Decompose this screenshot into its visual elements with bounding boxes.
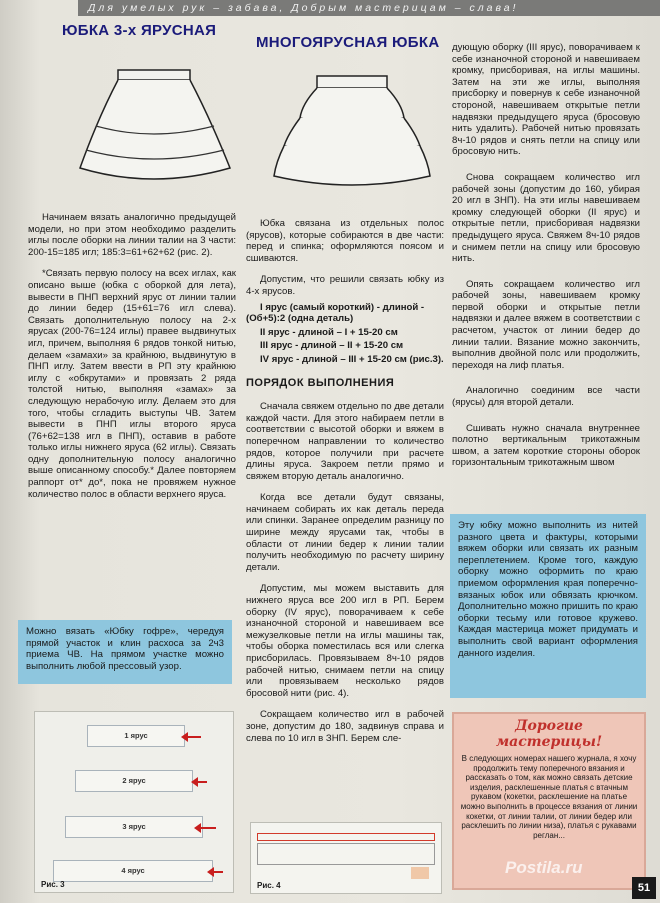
tier-1-arrow-icon [187, 736, 201, 738]
tier-2-arrow-icon [197, 781, 207, 783]
middle-column [246, 218, 444, 754]
watermark: Postila.ru [505, 858, 583, 877]
title-multi-tier-skirt: МНОГОЯРУСНАЯ ЮБКА [256, 34, 440, 51]
skirt-multi-tier-illustration [272, 70, 432, 195]
right-paragraph-4: Аналогично соединим все части (ярусы) для второй детали. [452, 385, 640, 409]
figure-4-marker [411, 867, 429, 879]
tip-box-right: Эту юбку можно выполнить из нитей разного цвета и фактуры, которыми вяжем оборки или связать их разным переплетением. Кроме того, каждую оборку можно оформить по краю приемом оформления края поперечно-вязаных юбок или обвязать крючком. Дополнительно можно пришить по краю оборки тесьму или готовое кружево. Каждая мастерица может придумать и выполнить свой вариант оформления данного изделия. [450, 514, 646, 698]
figure-3 [34, 711, 234, 893]
tier-2-length: II ярус - длиной – I + 15-20 см [260, 326, 398, 338]
announcement-text: В следующих номерах нашего журнала, я хочу продолжить тему поперечного вязания и рассказать о том, как можно связать детские изделия, расклешенные платья с втачным рукавом (кокетки, расклешение на платье можно выполнить в процессе вязания от линии кокетки, от линии талии, от линии бедер или расклешить по линии низа), платья с рукавами реглан... [460, 754, 638, 840]
tier-1-length: I ярус (самый короткий) - длиной - (Об+5):2 (одна деталь) [246, 301, 425, 325]
page-header: Для умелых рук – забава, Добрым мастерицам – слава! [78, 0, 660, 16]
middle-paragraph-6: Сокращаем количество игл в рабочей зоне, допустим до 180, задвинув справа и слева по 10 игл в ЗНП. Берем сле- [246, 709, 444, 744]
announcement-title: Дорогие мастерицы! [495, 718, 603, 750]
figure-3-tier-1: 1 ярус [87, 725, 185, 747]
left-paragraph-1: Начинаем вязать аналогично предыдущей модели, но при этом необходимо разделить иглы после оборки на линии талии на 3 части: 200-15=185 игл; 185:3=61+62+62 (рис. 2). [28, 212, 236, 258]
right-paragraph-1: дующую оборку (III ярус), поворачиваем к себе изнаночной стороной и навешиваем кромку, присборивая, на иглы машины. Затем на эти же иглы, выполняя присборку и повернув к себе изнаночной стороной, навешиваем открытые петли надвязки предыдущего яруса (бросовую нить удалить). Рабочей нитью провязать 8ч-10 рядов и снять петли на спицу или бросовую нить. [452, 42, 640, 158]
right-paragraph-3: Опять сокращаем количество игл рабочей зоны, навешиваем кромку первой оборки и открытые петли надвязки и далее вяжем в соответствии с расчетом, участок от линии бедер до линии талии. Вязание можно закончить, выполнив двойной полс или продолжить, переходя на лиф платья. [452, 278, 640, 371]
figure-4-label: Рис. 4 [257, 881, 281, 890]
left-column [28, 212, 236, 510]
middle-paragraph-3: Сначала свяжем отдельно по две детали каждой части. Для этого набираем петли в соответствии с высотой оборки и вяжем в поперечном направлении то количество рядов, которое получили при расчете длины яруса. Закроем петли прямо и свяжем вторую деталь аналогично. [246, 401, 444, 482]
middle-paragraph-5: Допустим, мы можем выставить для нижнего яруса все 200 игл в РП. Берем оборку (IV ярус), поворачиваем к себе изнаночной стороной и навешиваем все межузелковые петли на иглы машины так, чтобы оборка поместилась вся или слегка присборилась. Провязываем 8ч-10 рядов рабочей нитью, снимаем петли на спицу или провязываем несколько рядов бросовой нити (рис. 4). [246, 583, 444, 699]
page-number: 51 [632, 877, 656, 899]
right-paragraph-5: Сшивать нужно сначала внутреннее полотно вертикальным трикотажным швом, а затем короткие стороны оборок горизонтальным трикотажным швом [452, 422, 640, 469]
middle-paragraph-1: Юбка связана из отдельных полос (ярусов), которые собираются в две части: перед и спинка; оформляются поясом и сшиваются. [246, 218, 444, 264]
tier-4-length: IV ярус - длиной – III + 15-20 см (рис.3). [260, 353, 444, 365]
figure-4-fabric-strip [257, 833, 435, 841]
figure-4 [250, 822, 442, 894]
section-heading-procedure: ПОРЯДОК ВЫПОЛНЕНИЯ [246, 376, 395, 389]
tip-box-left: Можно вязать «Юбку гофре», чередуя прямой участок и клин расхоса за 2ч3 приема ЧВ. На прямом участке можно выполнить любой прессовый узор. [18, 620, 232, 684]
tier-3-length: III ярус - длиной – II + 15-20 см [260, 340, 404, 352]
figure-4-needle-bed [257, 843, 435, 865]
figure-3-tier-2: 2 ярус [75, 770, 193, 792]
middle-paragraph-4: Когда все детали будут связаны, начинаем собирать их как деталь переда или спинки. Заранее определим разницу по ширине между ярусами так, чтобы в области от линии бедер к линии талии получить необходимую по расчету ширину детали. [246, 492, 444, 573]
title-three-tier-skirt: ЮБКА 3-х ЯРУСНАЯ [62, 22, 217, 39]
figure-3-label: Рис. 3 [41, 880, 65, 889]
left-paragraph-2: *Связать первую полосу на всех иглах, как описано выше (юбка с оборкой для лета), вывести в ПНП верхний ярус от линии талии до линии бедер (15+61=76 игл слева). Связать дополнительную полосу на 2-х ярусах (200-76=124 иглы) правее выдвинутых игл, причем, выполняя 6 рядов тонкой нитью, делаем «замахи» за крайнюю, выдвинутую в ПНП иглу. Затем ввести в РП эту крайнюю иглу с «обкрутами» и провязать 2 ряда толстой нитью, выполняя «замах» за следующую нерабочую иглу. Делаем это для того, чтобы сгладить выступы ЧВ. Затем вывести в ПНП иглы второго яруса (76+62=138 игл в ПНП), оставив в работе только иглы нижнего яруса (62 иглы). Связать одну дополнительную полосу аналогично выше описанному способу.* Далее повторяем раппорт от* до*, пока не провяжем нужное количество полос в области верхнего яруса. [28, 268, 236, 500]
figure-3-tier-4: 4 ярус [53, 860, 213, 882]
right-column [452, 42, 640, 479]
right-paragraph-2: Снова сокращаем количество игл рабочей зоны (допустим до 160, убирая 20 игл в ЗНП). На эти иглы навешиваем кромку следующей оборки (II ярус) и открытые петли, присборивая надвязки предыдущего яруса. Свяжем 8ч-10 рядов и снимем петли на спицу или бросовую нить. [452, 171, 640, 265]
skirt-three-tier-illustration [58, 58, 248, 208]
tier-3-arrow-icon [200, 827, 216, 829]
middle-paragraph-2: Допустим, что решили связать юбку из 4-х ярусов. [246, 274, 444, 297]
tier-4-arrow-icon [213, 871, 223, 873]
figure-3-tier-3: 3 ярус [65, 816, 203, 838]
